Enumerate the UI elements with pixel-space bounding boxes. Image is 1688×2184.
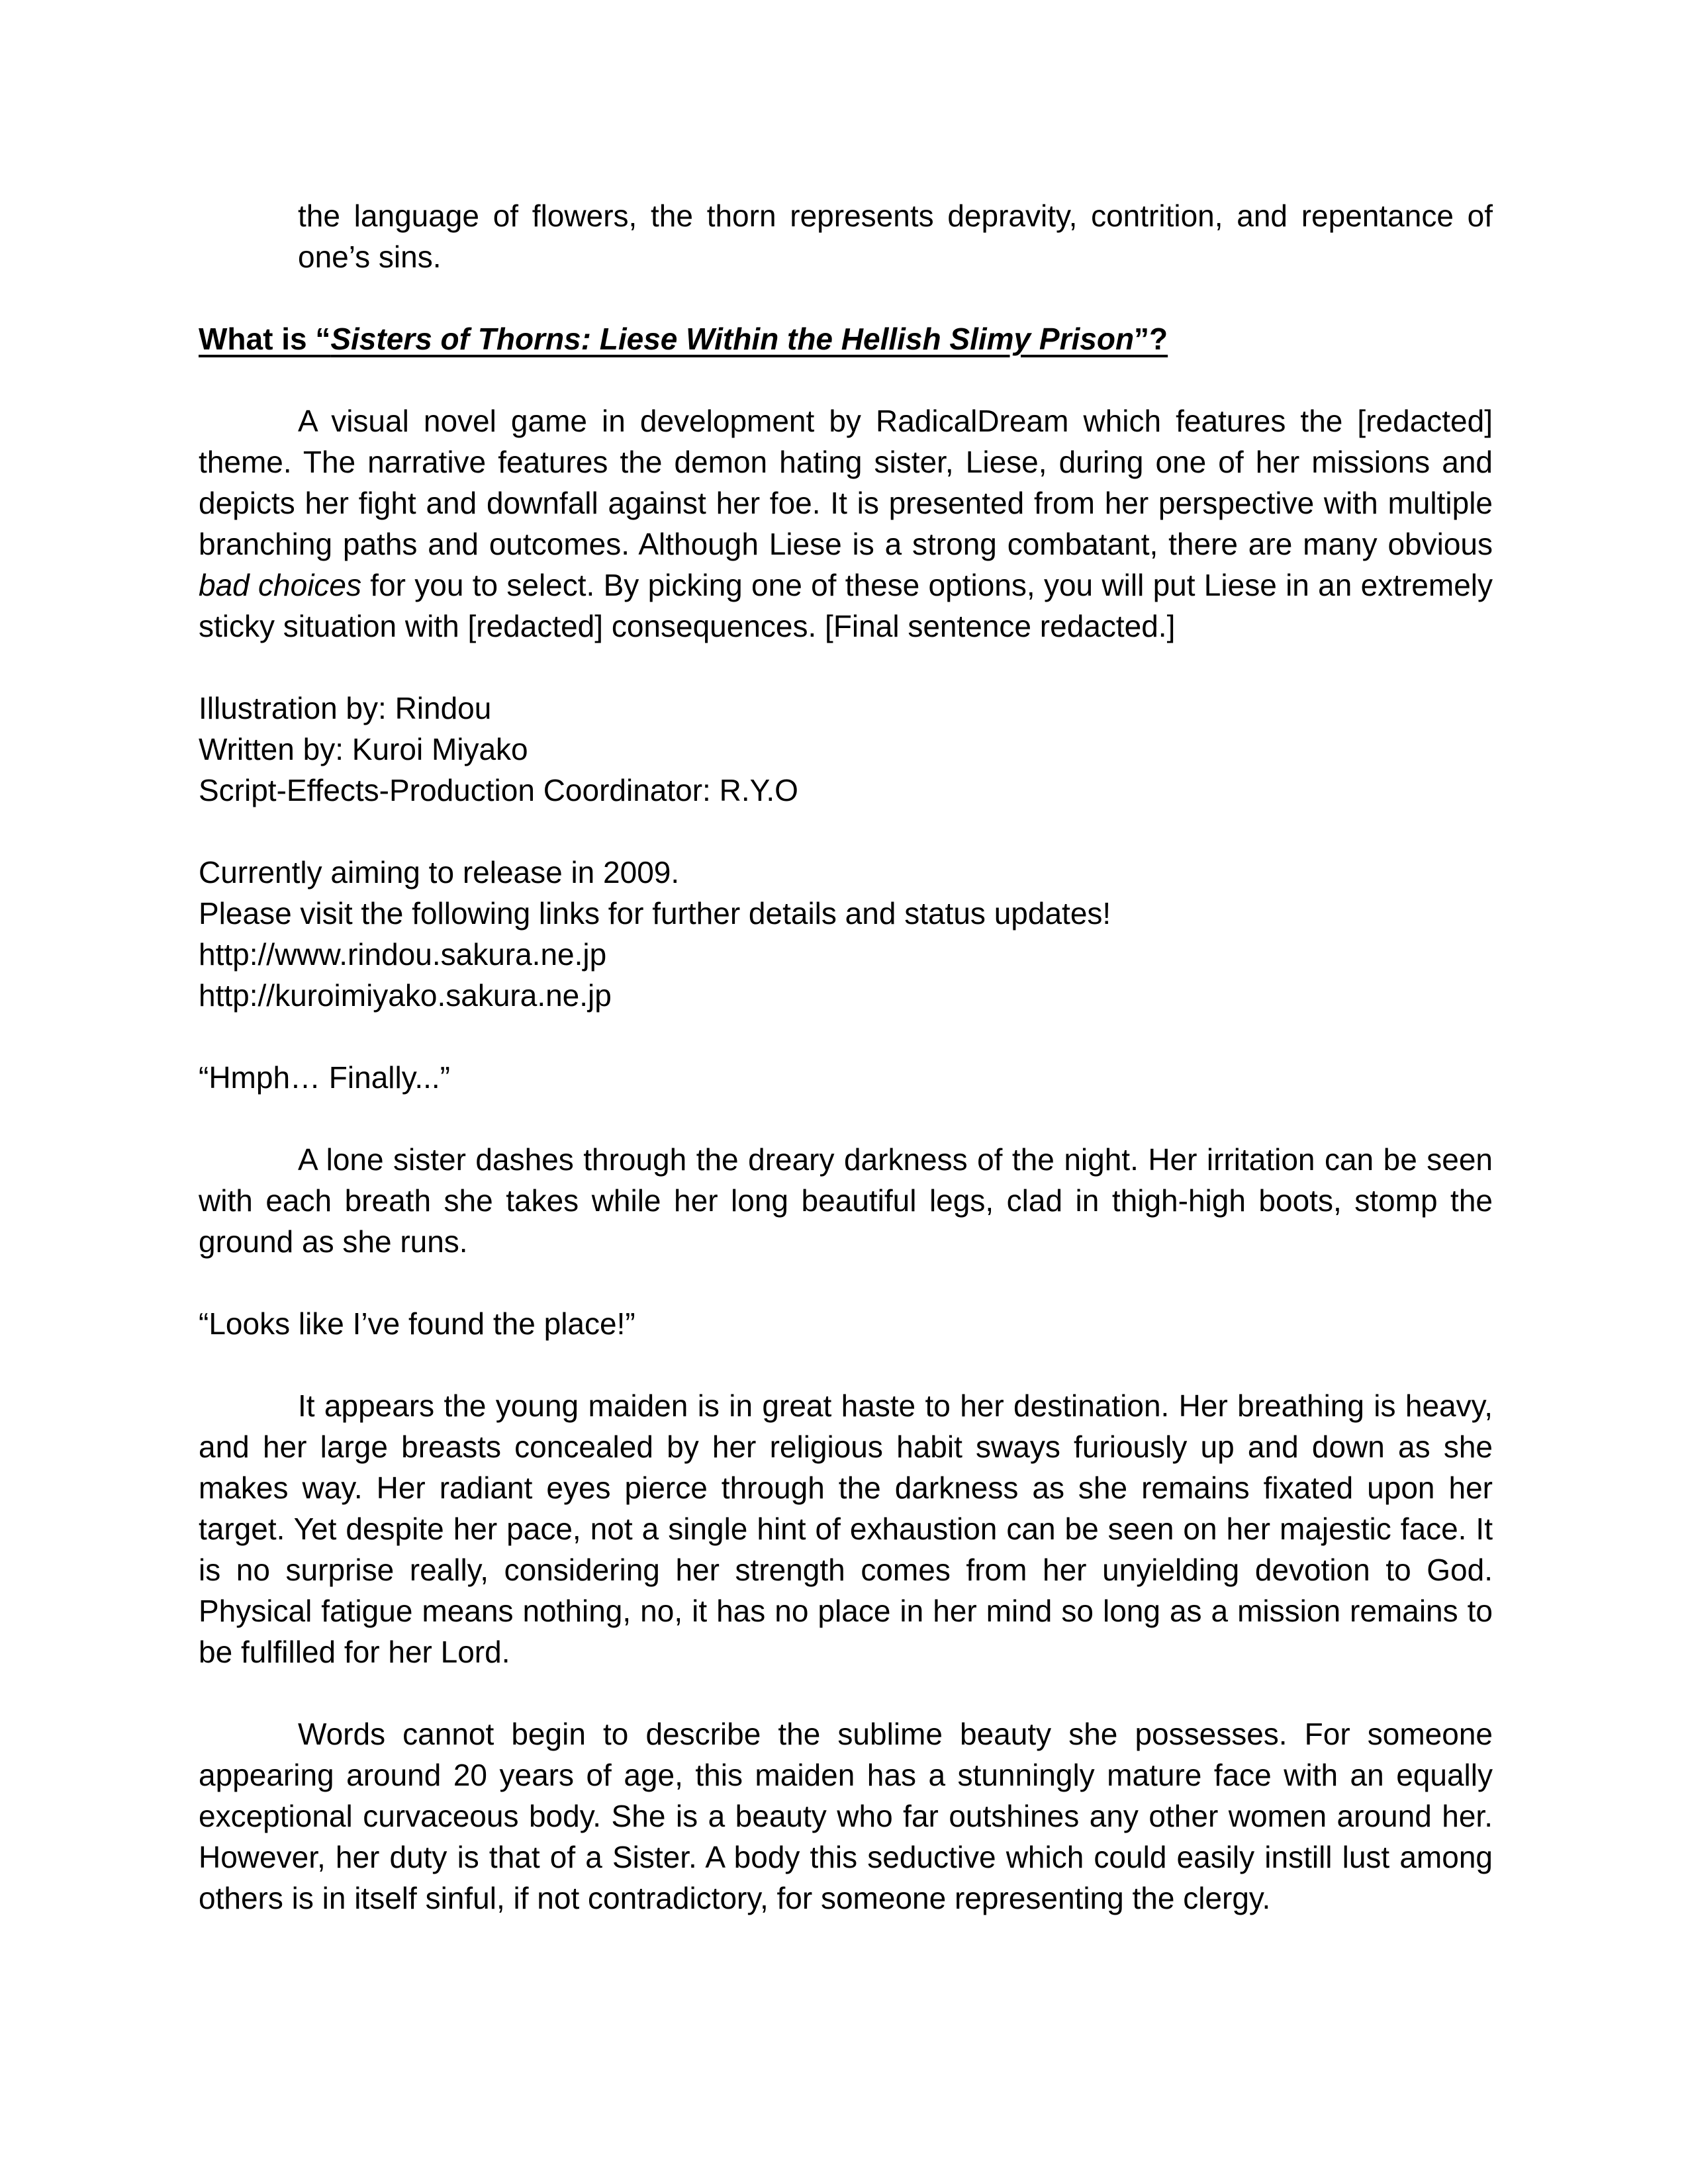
- game-description-text: A visual novel game in development by RadicalDream which features the [redacted] theme. The narrative features the demon hating sister, Liese, during one of her missions and depicts her fight and downfall against her foe. It is presented from her perspective with multiple branching paths and outcomes. Although Liese is a strong combatant, there are many obvious: [199, 404, 1493, 561]
- dialogue-quote-found-place: “Looks like I’ve found the place!”: [199, 1306, 635, 1341]
- url-rindou: http://www.rindou.sakura.ne.jp: [199, 937, 607, 972]
- heading-suffix: ”?: [1134, 322, 1168, 356]
- section-heading: [199, 318, 1493, 359]
- dialogue-quote-finally: “Hmph… Finally...”: [199, 1060, 450, 1095]
- url-kuroimiyako: http://kuroimiyako.sakura.ne.jp: [199, 978, 612, 1013]
- paragraph-beauty-description: Words cannot begin to describe the sublime beauty she possesses. For someone appearing around 20 years of age, this maiden has a stunningly mature face with an equally exceptional curvaceous body. She is a beauty who far outshines any other women around her. However, her duty is that of a Sister. A body this seductive which could easily instill lust among others is in itself sinful, if not contradictory, for someone representing the clergy.: [199, 1717, 1493, 1915]
- paragraph-game-description: [199, 400, 1493, 647]
- credits-block: [199, 688, 1493, 811]
- credit-writer: Written by: Kuroi Miyako: [199, 732, 528, 766]
- paragraph-sister-running: A lone sister dashes through the dreary darkness of the night. Her irritation can be seen with each breath she takes while her long beautiful legs, clad in thigh-high boots, stomp the ground as she runs.: [199, 1142, 1493, 1259]
- credit-coordinator: Script-Effects-Production Coordinator: R.Y.O: [199, 773, 798, 807]
- paragraph-haste-description: It appears the young maiden is in great haste to her destination. Her breathing is heavy, and her large breasts concealed by her religious habit sways furiously up and down as she makes way. Her radiant eyes pierce through the darkness as she remains fixated upon her target. Yet despite her pace, not a single hint of exhaustion can be seen on her majestic face. It is no surprise really, considering her strength comes from her unyielding devotion to God. Physical fatigue means nothing, no, it has no place in her mind so long as a mission remains to be fulfilled for her Lord.: [199, 1388, 1493, 1669]
- links-intro-line: Please visit the following links for further details and status updates!: [199, 896, 1111, 931]
- heading-game-title: Sisters of Thorns: Liese Within the Hellish Slimy Prison: [330, 322, 1135, 356]
- game-description-text-end: for you to select. By picking one of these options, you will put Liese in an extremely sticky situation with [redacted] consequences. [Final sentence redacted.]: [199, 568, 1493, 643]
- release-date-line: Currently aiming to release in 2009.: [199, 855, 680, 889]
- bad-choices-italic: bad choices: [199, 568, 362, 602]
- heading-prefix: What is “: [199, 322, 331, 356]
- credit-illustration: Illustration by: Rindou: [199, 691, 492, 725]
- release-info-block: [199, 852, 1493, 1016]
- heading-underlined-text: [199, 322, 1168, 356]
- paragraph-continued-fragment: the language of flowers, the thorn represents depravity, contrition, and repentance of one’s sins.: [298, 199, 1493, 274]
